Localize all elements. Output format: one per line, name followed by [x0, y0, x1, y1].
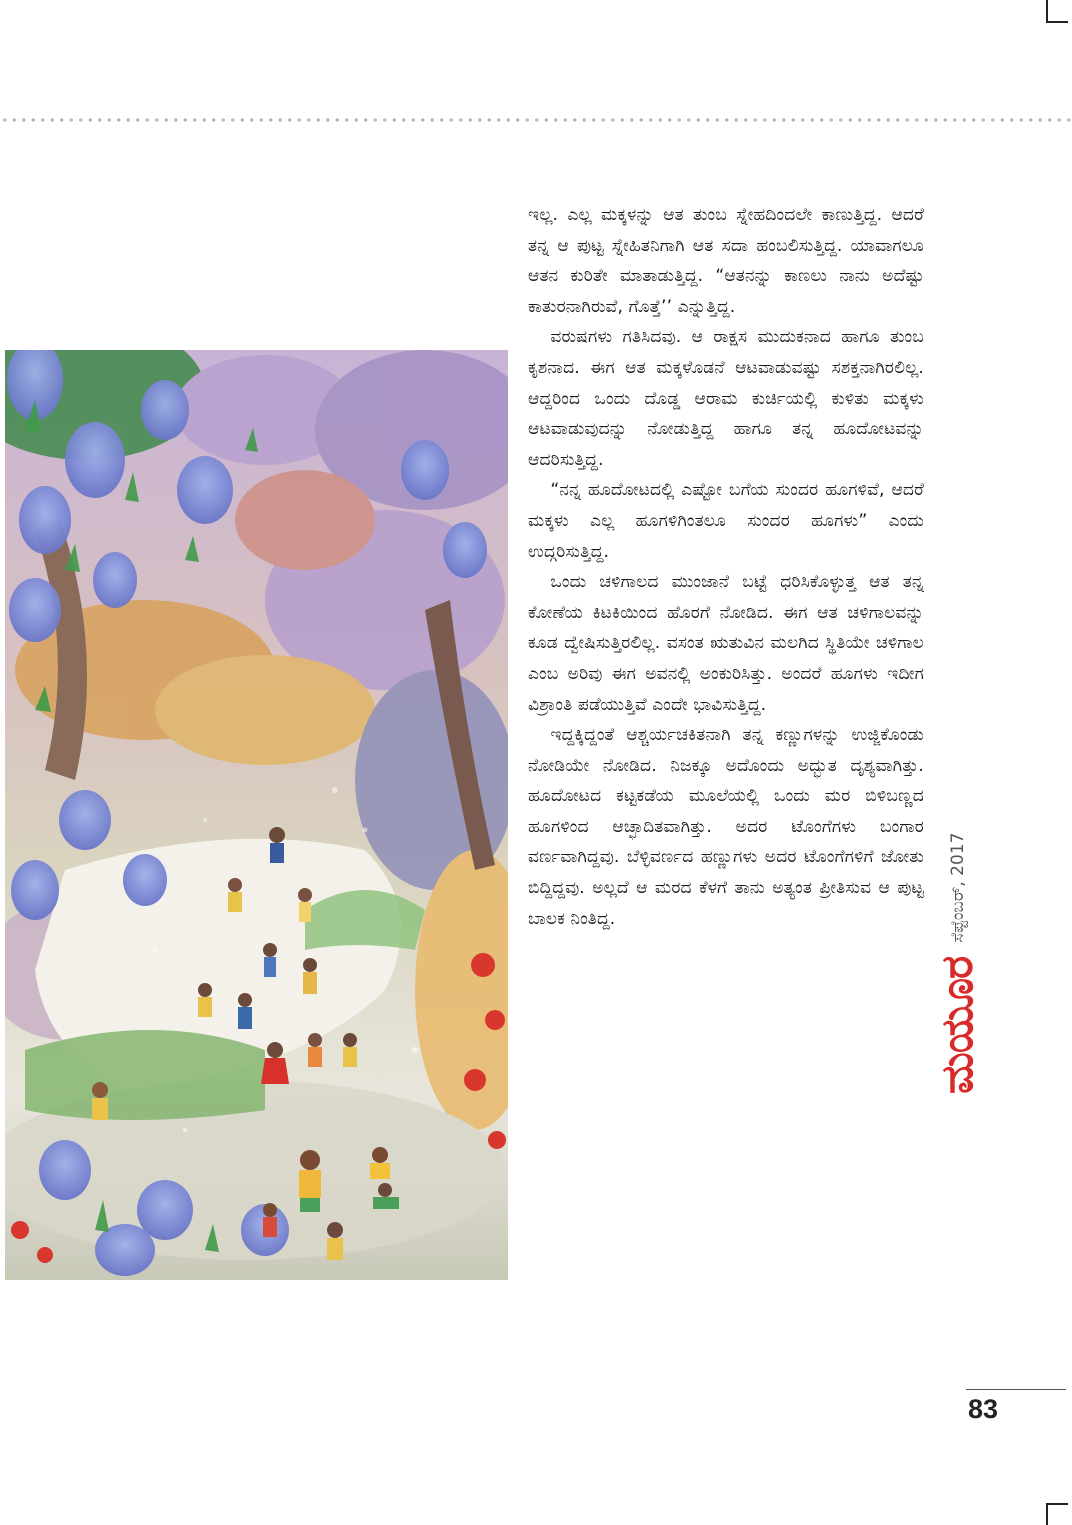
page-number: 83 [968, 1394, 999, 1424]
magazine-masthead-vertical [930, 764, 986, 1094]
issue-date: ಸೆಪ್ಟೆಂಬರ್, 2017 [948, 832, 968, 943]
paragraph: ಇಲ್ಲ. ಎಲ್ಲ ಮಕ್ಕಳನ್ನು ಆತ ತುಂಬ ಸ್ನೇಹದಿಂದಲೇ ಕಾಣುತ್ತಿದ್ದ. ಆದರೆ ತನ್ನ ಆ ಪುಟ್ಟ ಸ್ನೇಹಿತನಿಗಾಗಿ ಆತ ಸದಾ ಹಂಬಲಿಸುತ್ತಿದ್ದ. ಯಾವಾಗಲೂ ಆತನ ಕುರಿತೇ ಮಾತಾಡುತ್ತಿದ್ದ. “ಆತನನ್ನು ಕಾಣಲು ನಾನು ಅದೆಷ್ಟು ಕಾತುರನಾಗಿರುವೆ, ಗೊತ್ತೆ’’ ಎನ್ನುತ್ತಿದ್ದ. [528, 205, 924, 317]
article-body [528, 200, 924, 934]
crop-mark-bottom-right [1046, 1503, 1048, 1525]
crop-mark-top-right [1046, 0, 1048, 22]
garden-illustration [5, 350, 508, 1280]
paragraph: ವರುಷಗಳು ಗತಿಸಿದವು. ಆ ರಾಕ್ಷಸ ಮುದುಕನಾದ ಹಾಗೂ ತುಂಬ ಕೃಶನಾದ. ಈಗ ಆತ ಮಕ್ಕಳೊಡನೆ ಆಟವಾಡುವಷ್ಟು ಸಶಕ್ತನಾಗಿರಲಿಲ್ಲ. ಆದ್ದರಿಂದ ಒಂದು ದೊಡ್ಡ ಆರಾಮ ಕುರ್ಚಿಯಲ್ಲಿ ಕುಳಿತು ಮಕ್ಕಳು ಆಟವಾಡುವುದನ್ನು ನೋಡುತ್ತಿದ್ದ ಹಾಗೂ ತನ್ನ ಹೂದೋಟವನ್ನು ಆದರಿಸುತ್ತಿದ್ದ. [528, 327, 924, 470]
magazine-name: ಮಯೂರ [932, 956, 983, 1094]
page-number-rule [966, 1389, 1066, 1390]
dotted-separator [0, 117, 1072, 123]
crop-mark-top-right-h [1046, 21, 1068, 23]
crop-mark-bottom-right-h [1046, 1503, 1068, 1505]
paragraph: ಇದ್ದಕ್ಕಿದ್ದಂತೆ ಆಶ್ಚರ್ಯಚಕಿತನಾಗಿ ತನ್ನ ಕಣ್ಣುಗಳನ್ನು ಉಜ್ಜಿಕೊಂಡು ನೋಡಿಯೇ ನೋಡಿದ. ನಿಜಕ್ಕೂ ಅದೊಂದು ಅದ್ಭುತ ದೃಶ್ಯವಾಗಿತ್ತು. ಹೂದೋಟದ ಕಟ್ಟಕಡೆಯ ಮೂಲೆಯಲ್ಲಿ ಒಂದು ಮರ ಬಿಳಿಬಣ್ಣದ ಹೂಗಳಿಂದ ಆಚ್ಛಾದಿತವಾಗಿತ್ತು. ಅದರ ಟೊಂಗೆಗಳು ಬಂಗಾರ ವರ್ಣವಾಗಿದ್ದವು. ಬೆಳ್ಳಿವರ್ಣದ ಹಣ್ಣುಗಳು ಅದರ ಟೊಂಗೆಗಳಿಗೆ ಜೋತು ಬಿದ್ದಿದ್ದವು. ಅಲ್ಲದೆ ಆ ಮರದ ಕೆಳಗೆ ತಾನು ಅತ್ಯಂತ ಪ್ರೀತಿಸುವ ಆ ಪುಟ್ಟ ಬಾಲಕ ನಿಂತಿದ್ದ. [528, 725, 924, 929]
paragraph: ಒಂದು ಚಳಿಗಾಲದ ಮುಂಜಾನೆ ಬಟ್ಟೆ ಧರಿಸಿಕೊಳ್ಳುತ್ತ ಆತ ತನ್ನ ಕೋಣೆಯ ಕಿಟಕಿಯಿಂದ ಹೊರಗೆ ನೋಡಿದ. ಈಗ ಆತ ಚಳಿಗಾಲವನ್ನು ಕೂಡ ದ್ವೇಷಿಸುತ್ತಿರಲಿಲ್ಲ. ವಸಂತ ಋತುವಿನ ಮಲಗಿದ ಸ್ಥಿತಿಯೇ ಚಳಿಗಾಲ ಎಂಬ ಅರಿವು ಈಗ ಅವನಲ್ಲಿ ಅಂಕುರಿಸಿತ್ತು. ಅಂದರೆ ಹೂಗಳು ಇದೀಗ ವಿಶ್ರಾಂತಿ ಪಡೆಯುತ್ತಿವೆ ಎಂದೇ ಭಾವಿಸುತ್ತಿದ್ದ. [528, 572, 924, 715]
paragraph: “ನನ್ನ ಹೂದೋಟದಲ್ಲಿ ಎಷ್ಟೋ ಬಗೆಯ ಸುಂದರ ಹೂಗಳಿವೆ, ಆದರೆ ಮಕ್ಕಳು ಎಲ್ಲ ಹೂಗಳಿಗಿಂತಲೂ ಸುಂದರ ಹೂಗಳು” ಎಂದು ಉದ್ಗರಿಸುತ್ತಿದ್ದ. [528, 480, 924, 562]
